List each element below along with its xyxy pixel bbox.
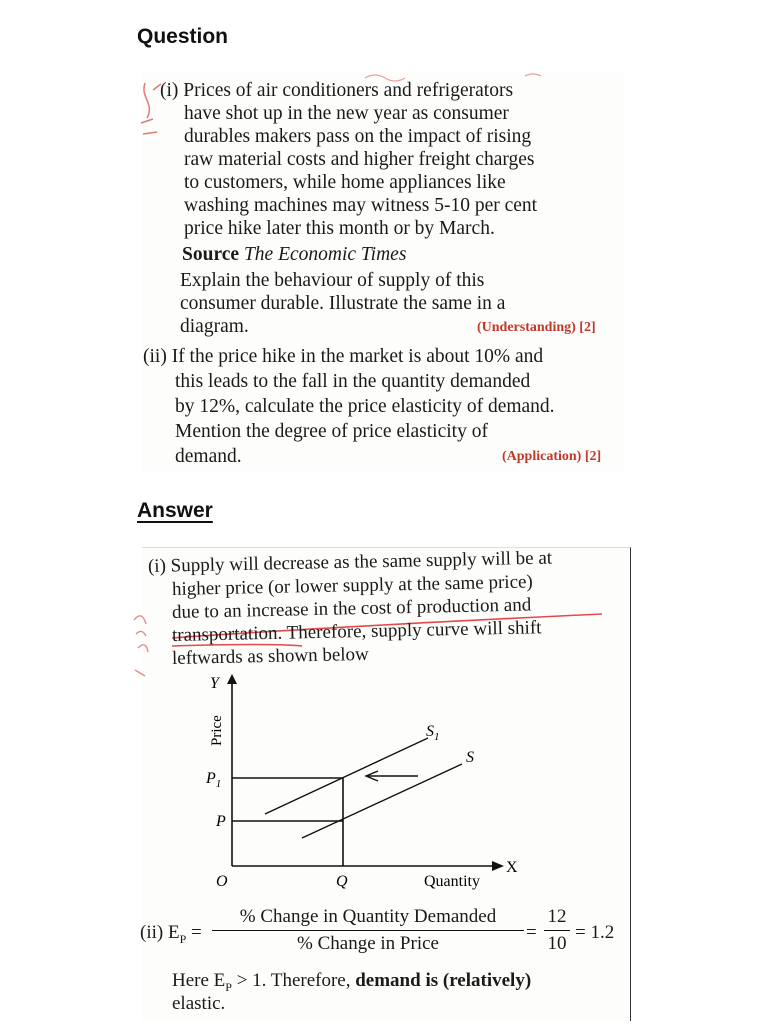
answer-line: higher price (or lower supply at the same price)	[171, 571, 534, 600]
source-name: The Economic Times	[243, 244, 407, 265]
source-label: Source	[182, 244, 240, 265]
answer-heading: Answer	[137, 499, 213, 522]
s1-label: $S_1$	[426, 723, 440, 743]
conclusion-line-2: elastic.	[172, 993, 226, 1014]
answer-line: (i) Supply will decrease as the same supply will be at	[147, 547, 553, 577]
denominator-10: 10	[547, 933, 567, 954]
source-line	[182, 244, 406, 266]
understanding-mark: (Understanding) [2]	[477, 320, 596, 335]
question-line: Mention the degree of price elasticity of	[175, 421, 488, 442]
answer-line: transportation. Therefore, supply curve will shift	[171, 617, 542, 646]
question-line: this leads to the fall in the quantity demanded	[175, 371, 531, 392]
conclusion-line: Here $E_P > 1$. Therefore, demand is (relatively)	[172, 970, 532, 994]
question-line: washing machines may witness 5-10 per cent	[184, 195, 538, 216]
x-axis-label: X	[506, 859, 518, 876]
question-task-line: consumer durable. Illustrate the same in a	[180, 293, 506, 314]
supply-diagram	[190, 670, 530, 900]
question-line: have shot up in the new year as consumer	[184, 103, 509, 124]
y-axis-label: Y	[210, 675, 219, 692]
question-line: to customers, while home appliances like	[184, 172, 506, 193]
quantity-label: Quantity	[424, 873, 480, 890]
question-task-line: diagram.	[180, 316, 249, 337]
application-mark: (Application) [2]	[502, 449, 602, 464]
x-axis-arrow	[492, 861, 504, 871]
price-label: Price	[209, 715, 225, 746]
question-heading: Question	[137, 25, 229, 48]
y-axis-arrow	[227, 674, 237, 684]
numerator: % Change in Quantity Demanded	[239, 906, 497, 927]
q-label: Q	[336, 873, 348, 890]
denominator: % Change in Price	[297, 933, 439, 954]
answer-line: leftwards as shown below	[171, 643, 369, 669]
formula-equals: =	[526, 922, 537, 943]
question-task-line: Explain the behaviour of supply of this	[180, 270, 485, 291]
formula-result: = 1.2	[575, 922, 615, 943]
numerator-12: 12	[547, 906, 567, 927]
s-label: S	[466, 749, 474, 766]
formula-prefix: (ii) $E_P$ =	[140, 922, 202, 946]
s-curve	[302, 764, 462, 838]
question-line: by 12%, calculate the price elasticity of demand.	[175, 396, 555, 417]
question-line: durables makers pass on the impact of rising	[184, 126, 532, 147]
answer-line: due to an increase in the cost of production and	[171, 594, 532, 623]
p1-label: $P_1$	[206, 770, 222, 790]
question-line: (ii) If the price hike in the market is about 10% and	[143, 346, 544, 367]
numeric-fraction	[544, 906, 570, 955]
p-label: P	[216, 813, 226, 830]
question-line: demand.	[175, 446, 242, 467]
question-line: price hike later this month or by March.	[184, 218, 495, 239]
origin-label: O	[216, 873, 228, 890]
question-line: raw material costs and higher freight charges	[184, 149, 535, 170]
formula-fraction	[212, 906, 524, 955]
question-line: (i) Prices of air conditioners and refrigerators	[160, 80, 514, 101]
